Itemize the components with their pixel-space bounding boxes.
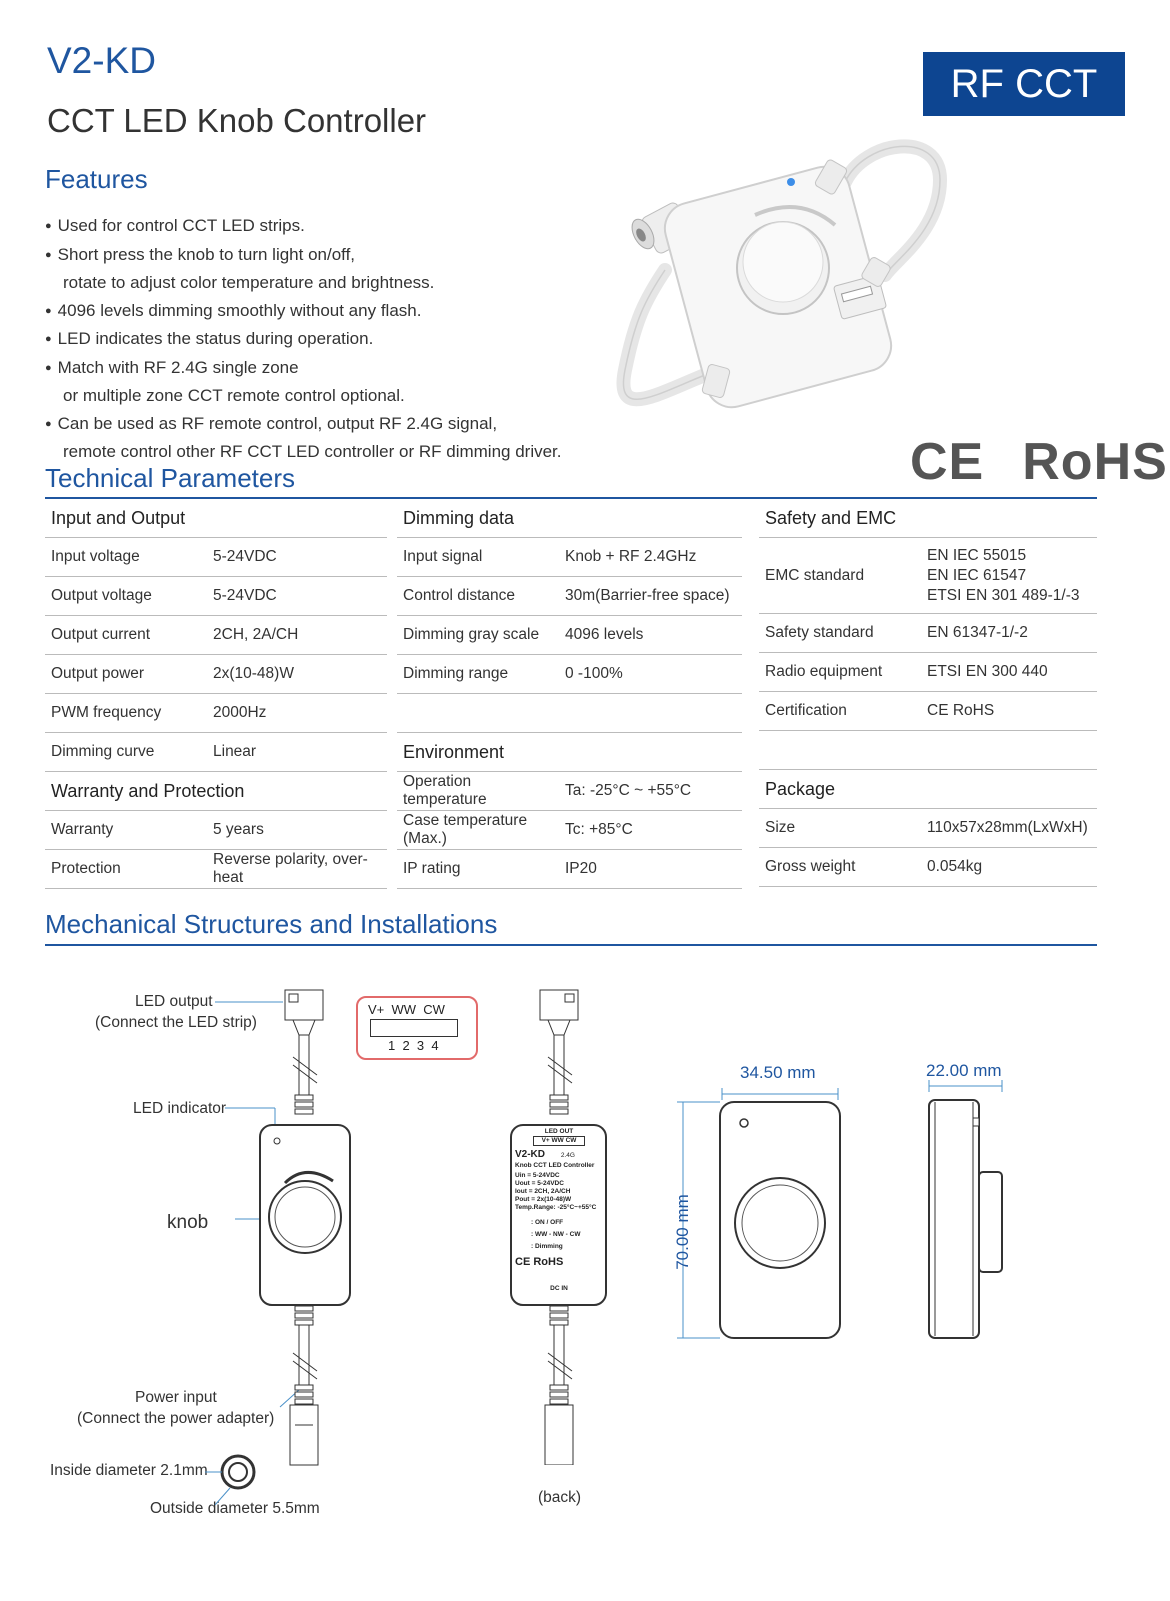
- param-value: 4096 levels: [559, 616, 742, 655]
- param-name: Dimming gray scale: [397, 616, 559, 655]
- power-input-label: Power input: [135, 1389, 217, 1406]
- param-row: [397, 538, 742, 577]
- front-view-drawing: [205, 985, 505, 1505]
- features-heading: Features: [45, 164, 148, 194]
- back-label-print: [515, 1128, 603, 1293]
- param-value: 0 -100%: [559, 655, 742, 694]
- param-name: Gross weight: [759, 848, 921, 887]
- rohs-mark: RoHS: [1022, 433, 1168, 491]
- param-name: Operation temperature: [397, 772, 559, 811]
- param-value: IP20: [559, 850, 742, 889]
- back-spec-line: Uout = 5-24VDC: [515, 1180, 564, 1187]
- param-value: Ta: -25°C ~ +55°C: [559, 772, 742, 811]
- led-indicator-label: LED indicator: [133, 1100, 227, 1117]
- param-row: [397, 811, 742, 850]
- param-name: IP rating: [397, 850, 559, 889]
- outside-diameter-label: Outside diameter 5.5mm: [150, 1500, 320, 1517]
- param-name: PWM frequency: [45, 694, 207, 733]
- param-row: [397, 655, 742, 694]
- dimension-front-drawing: [670, 1080, 870, 1350]
- param-name: Warranty: [45, 811, 207, 850]
- param-row: [45, 616, 387, 655]
- package-title: Package: [759, 770, 1097, 809]
- feature-item: ● LED indicates the status during operation.: [45, 325, 562, 354]
- tech-table-middle: [397, 499, 742, 889]
- ce-mark: CE: [910, 433, 985, 491]
- param-name: Input signal: [397, 538, 559, 577]
- feature-item-continued: or multiple zone CCT remote control optional.: [63, 386, 405, 405]
- back-dc-in: DC IN: [550, 1285, 568, 1293]
- param-row: [759, 809, 1097, 848]
- param-value: Knob + RF 2.4GHz: [559, 538, 742, 577]
- param-name: EMC standard: [759, 538, 921, 614]
- back-label: (back): [538, 1489, 582, 1506]
- depth-dimension: 22.00 mm: [926, 1061, 1002, 1080]
- width-dimension: 34.50 mm: [740, 1063, 816, 1082]
- model-title: V2-KD: [47, 40, 156, 81]
- warranty-title: Warranty and Protection: [45, 772, 387, 811]
- back-action-line: : ON / OFF: [531, 1218, 564, 1226]
- dimension-side-drawing: [900, 1080, 1030, 1350]
- param-name: Protection: [45, 850, 207, 889]
- environment-title: Environment: [397, 733, 742, 772]
- param-row: [397, 577, 742, 616]
- feature-item: ● Used for control CCT LED strips.: [45, 212, 562, 241]
- param-name: Dimming range: [397, 655, 559, 694]
- param-row: [45, 850, 387, 889]
- param-name: Input voltage: [45, 538, 207, 577]
- param-value: Tc: +85°C: [559, 811, 742, 850]
- param-value: Reverse polarity, over-heat: [207, 850, 387, 889]
- back-action-line: : WW - NW - CW: [531, 1230, 581, 1238]
- product-badge: RF CCT: [923, 52, 1125, 116]
- feature-item: ● Short press the knob to turn light on/off,: [45, 241, 562, 270]
- back-actions: [515, 1217, 603, 1254]
- back-spec-line: Uin = 5-24VDC: [515, 1171, 560, 1179]
- param-value: ETSI EN 300 440: [921, 653, 1097, 692]
- tech-heading: Technical Parameters: [45, 463, 295, 493]
- io-title: Input and Output: [45, 499, 387, 538]
- param-name: Output current: [45, 616, 207, 655]
- param-value: 2000Hz: [207, 694, 387, 733]
- param-row: [397, 616, 742, 655]
- param-value: 2CH, 2A/CH: [207, 616, 387, 655]
- height-dimension: 70.00 mm: [673, 1194, 692, 1270]
- feature-item-continued: rotate to adjust color temperature and brightness.: [63, 273, 435, 292]
- param-value: EN 61347-1/-2: [921, 614, 1097, 653]
- inside-diameter-label: Inside diameter 2.1mm: [50, 1462, 208, 1479]
- back-model: V2-KD: [515, 1149, 546, 1161]
- param-value: EN IEC 55015 EN IEC 61547 ETSI EN 301 489-1/-3: [921, 538, 1097, 614]
- back-spec-line: Temp.Range: -25°C~+55°C: [515, 1204, 597, 1212]
- indicator-led: [274, 1138, 280, 1144]
- param-name: Dimming curve: [45, 733, 207, 772]
- feature-item: ● Can be used as RF remote control, output RF 2.4G signal,: [45, 410, 562, 439]
- power-input-note: (Connect the power adapter): [77, 1410, 275, 1427]
- back-product: Knob CCT LED Controller: [515, 1161, 595, 1169]
- back-spec-line: Iout = 2CH, 2A/CH: [515, 1188, 571, 1196]
- dimming-title: Dimming data: [397, 499, 742, 538]
- param-row: [45, 577, 387, 616]
- pin-numbers: 1 2 3 4: [388, 1038, 439, 1053]
- pin-header: V+ WW CW: [368, 1002, 445, 1017]
- led-output-note: (Connect the LED strip): [95, 1014, 257, 1031]
- mech-heading-rule: [45, 944, 1097, 946]
- param-value: 2x(10-48)W: [207, 655, 387, 694]
- back-led-out: LED OUT: [544, 1128, 574, 1135]
- param-name: Output power: [45, 655, 207, 694]
- led-output-label: LED output: [135, 993, 213, 1010]
- param-row: [759, 614, 1097, 653]
- status-led: [787, 178, 795, 186]
- param-name: Control distance: [397, 577, 559, 616]
- param-row: [45, 694, 387, 733]
- tech-table-left: [45, 499, 387, 889]
- back-spec-line: Pout = 2x(10-48)W: [515, 1196, 572, 1204]
- param-value: 30m(Barrier-free space): [559, 577, 742, 616]
- param-row: [759, 538, 1097, 614]
- knob-label: knob: [167, 1212, 209, 1233]
- feature-item-continued: remote control other RF CCT LED controller or RF dimming driver.: [63, 442, 562, 461]
- param-row: [45, 811, 387, 850]
- param-value: 110x57x28mm(LxWxH): [921, 809, 1097, 848]
- param-name: Safety standard: [759, 614, 921, 653]
- param-row: [45, 733, 387, 772]
- features-list: [45, 212, 562, 466]
- back-freq: 2.4G: [560, 1152, 575, 1160]
- param-row: [759, 653, 1097, 692]
- param-value: Linear: [207, 733, 387, 772]
- param-name: Output voltage: [45, 577, 207, 616]
- param-row: [397, 772, 742, 811]
- back-cert: CE RoHS: [515, 1255, 564, 1268]
- param-name: Certification: [759, 692, 921, 731]
- mech-heading: Mechanical Structures and Installations: [45, 909, 498, 939]
- param-name: Radio equipment: [759, 653, 921, 692]
- safety-title: Safety and EMC: [759, 499, 1097, 538]
- param-value: 5-24VDC: [207, 577, 387, 616]
- certification-marks: [910, 432, 1168, 492]
- param-name: Case temperature (Max.): [397, 811, 559, 850]
- feature-item: ● 4096 levels dimming smoothly without any flash.: [45, 297, 562, 326]
- param-name: Size: [759, 809, 921, 848]
- back-led-out-pins: V+ WW CW: [533, 1136, 585, 1146]
- param-value: CE RoHS: [921, 692, 1097, 731]
- param-value: 0.054kg: [921, 848, 1097, 887]
- param-value: 5-24VDC: [207, 538, 387, 577]
- back-action-line: : Dimming: [531, 1243, 563, 1251]
- param-row: [45, 655, 387, 694]
- param-row: [397, 850, 742, 889]
- product-subtitle: CCT LED Knob Controller: [47, 102, 427, 139]
- pin-diagram: [356, 996, 478, 1060]
- feature-item: ● Match with RF 2.4G single zone: [45, 354, 562, 383]
- param-row: [759, 692, 1097, 731]
- param-value: 5 years: [207, 811, 387, 850]
- param-row: [45, 538, 387, 577]
- back-specs: [515, 1172, 603, 1213]
- tech-table-right: [759, 499, 1097, 887]
- product-photo: [595, 120, 955, 450]
- param-row: [759, 848, 1097, 887]
